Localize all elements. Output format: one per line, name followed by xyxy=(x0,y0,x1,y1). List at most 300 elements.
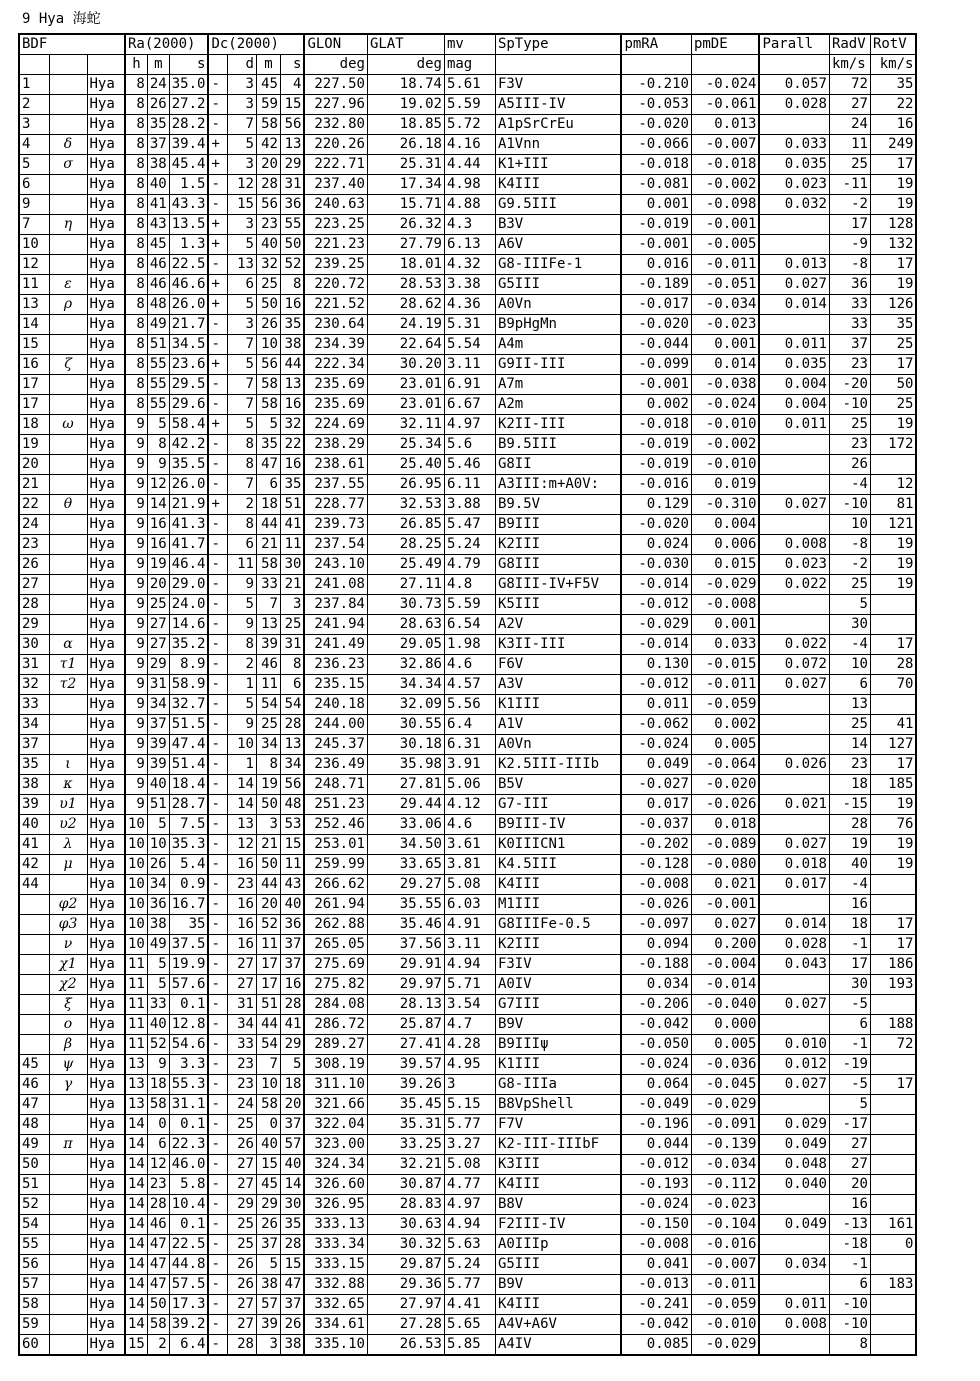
cell-bdf-number: 42 xyxy=(19,855,49,875)
cell-constellation: Hya xyxy=(87,1215,125,1235)
cell-dc-sign: - xyxy=(208,1335,227,1356)
cell-sptype: G8III xyxy=(495,555,621,575)
cell-glon: 326.95 xyxy=(304,1195,367,1215)
cell-constellation: Hya xyxy=(87,875,125,895)
cell-constellation: Hya xyxy=(87,115,125,135)
cell-parall xyxy=(759,975,829,995)
cell-radv: -1 xyxy=(829,1255,870,1275)
col-header-radv: RadV xyxy=(829,34,870,55)
table-row xyxy=(19,255,916,275)
cell-bdf-number: 22 xyxy=(19,495,49,515)
cell-ra-h: 10 xyxy=(125,895,147,915)
cell-ra-s: 23.6 xyxy=(169,355,208,375)
cell-dc-s: 48 xyxy=(280,795,304,815)
cell-constellation: Hya xyxy=(87,855,125,875)
cell-sptype: B9V xyxy=(495,1275,621,1295)
cell-ra-m: 2 xyxy=(147,1335,169,1356)
cell-rotv: 126 xyxy=(870,295,916,315)
cell-pmra: -0.066 xyxy=(621,135,691,155)
cell-parall xyxy=(759,1235,829,1255)
table-row xyxy=(19,795,916,815)
cell-dc-s: 44 xyxy=(280,355,304,375)
cell-ra-s: 8.9 xyxy=(169,655,208,675)
cell-parall: 0.027 xyxy=(759,675,829,695)
cell-ra-h: 9 xyxy=(125,595,147,615)
cell-mv: 4.6 xyxy=(444,655,495,675)
cell-dc-d: 5 xyxy=(227,695,256,715)
cell-ra-h: 8 xyxy=(125,335,147,355)
cell-rotv xyxy=(870,1055,916,1075)
cell-sptype: B5V xyxy=(495,775,621,795)
cell-pmra: -0.044 xyxy=(621,335,691,355)
cell-mv: 3.91 xyxy=(444,755,495,775)
cell-dc-m: 5 xyxy=(256,415,280,435)
cell-bayer-letter: κ xyxy=(49,775,87,795)
cell-dc-sign: - xyxy=(208,1075,227,1095)
cell-pmde: -0.007 xyxy=(691,135,759,155)
cell-dc-d: 31 xyxy=(227,995,256,1015)
cell-mv: 5.6 xyxy=(444,435,495,455)
cell-ra-h: 8 xyxy=(125,375,147,395)
cell-dc-m: 40 xyxy=(256,235,280,255)
cell-radv: 23 xyxy=(829,355,870,375)
cell-radv: -13 xyxy=(829,1215,870,1235)
cell-ra-h: 14 xyxy=(125,1215,147,1235)
cell-glon: 251.23 xyxy=(304,795,367,815)
cell-rotv xyxy=(870,1335,916,1356)
cell-dc-m: 18 xyxy=(256,495,280,515)
cell-bayer-letter: α xyxy=(49,635,87,655)
cell-dc-d: 7 xyxy=(227,335,256,355)
cell-pmra: -0.020 xyxy=(621,515,691,535)
cell-dc-sign: - xyxy=(208,1295,227,1315)
cell-glat: 26.95 xyxy=(367,475,444,495)
cell-bayer-letter xyxy=(49,195,87,215)
cell-dc-m: 38 xyxy=(256,1275,280,1295)
cell-bayer-letter xyxy=(49,875,87,895)
cell-bayer-letter xyxy=(49,1195,87,1215)
cell-pmde: -0.036 xyxy=(691,1055,759,1075)
cell-sptype: A2m xyxy=(495,395,621,415)
cell-ra-m: 5 xyxy=(147,415,169,435)
cell-pmde: -0.020 xyxy=(691,775,759,795)
cell-dc-d: 26 xyxy=(227,1275,256,1295)
cell-glat: 27.11 xyxy=(367,575,444,595)
cell-sptype: A0Vn xyxy=(495,295,621,315)
unit-ra-m: m xyxy=(147,55,169,75)
cell-dc-m: 28 xyxy=(256,175,280,195)
col-header-dc: Dc(2000) xyxy=(208,34,304,55)
cell-bdf-number: 27 xyxy=(19,575,49,595)
cell-glat: 23.01 xyxy=(367,375,444,395)
cell-ra-h: 11 xyxy=(125,975,147,995)
cell-bayer-letter: τ2 xyxy=(49,675,87,695)
cell-constellation: Hya xyxy=(87,995,125,1015)
table-row xyxy=(19,355,916,375)
cell-radv: 28 xyxy=(829,815,870,835)
cell-glon: 333.15 xyxy=(304,1255,367,1275)
cell-dc-s: 31 xyxy=(280,175,304,195)
table-row xyxy=(19,235,916,255)
cell-parall: 0.032 xyxy=(759,195,829,215)
cell-ra-s: 37.5 xyxy=(169,935,208,955)
cell-constellation: Hya xyxy=(87,455,125,475)
cell-pmra: -0.150 xyxy=(621,1215,691,1235)
cell-bdf-number: 48 xyxy=(19,1115,49,1135)
cell-bayer-letter: χ1 xyxy=(49,955,87,975)
cell-pmra: -0.020 xyxy=(621,115,691,135)
cell-rotv: 17 xyxy=(870,635,916,655)
cell-pmde: -0.029 xyxy=(691,1095,759,1115)
cell-mv: 4.36 xyxy=(444,295,495,315)
cell-glat: 25.49 xyxy=(367,555,444,575)
cell-pmde: 0.005 xyxy=(691,735,759,755)
cell-pmde: -0.310 xyxy=(691,495,759,515)
cell-dc-m: 20 xyxy=(256,155,280,175)
cell-glon: 248.71 xyxy=(304,775,367,795)
cell-pmra: -0.206 xyxy=(621,995,691,1015)
cell-rotv: 25 xyxy=(870,335,916,355)
cell-ra-m: 23 xyxy=(147,1175,169,1195)
table-row xyxy=(19,895,916,915)
cell-dc-d: 8 xyxy=(227,455,256,475)
cell-rotv: 70 xyxy=(870,675,916,695)
cell-glon: 240.18 xyxy=(304,695,367,715)
cell-ra-s: 17.3 xyxy=(169,1295,208,1315)
cell-mv: 4.79 xyxy=(444,555,495,575)
cell-mv: 3 xyxy=(444,1075,495,1095)
cell-ra-m: 37 xyxy=(147,135,169,155)
cell-dc-s: 47 xyxy=(280,1275,304,1295)
cell-dc-d: 13 xyxy=(227,815,256,835)
cell-constellation: Hya xyxy=(87,1175,125,1195)
cell-ra-h: 9 xyxy=(125,735,147,755)
cell-rotv xyxy=(870,615,916,635)
cell-dc-s: 52 xyxy=(280,255,304,275)
cell-rotv xyxy=(870,1295,916,1315)
cell-dc-s: 35 xyxy=(280,315,304,335)
cell-bdf-number: 7 xyxy=(19,215,49,235)
cell-sptype: F6V xyxy=(495,655,621,675)
cell-ra-h: 8 xyxy=(125,115,147,135)
cell-parall: 0.028 xyxy=(759,95,829,115)
cell-dc-d: 16 xyxy=(227,855,256,875)
cell-dc-m: 44 xyxy=(256,875,280,895)
cell-bdf-number: 55 xyxy=(19,1235,49,1255)
cell-mv: 4.88 xyxy=(444,195,495,215)
cell-ra-h: 15 xyxy=(125,1335,147,1356)
cell-radv: -11 xyxy=(829,175,870,195)
table-row xyxy=(19,835,916,855)
cell-mv: 4.91 xyxy=(444,915,495,935)
cell-dc-s: 56 xyxy=(280,115,304,135)
cell-constellation: Hya xyxy=(87,1255,125,1275)
cell-radv: 33 xyxy=(829,315,870,335)
cell-parall xyxy=(759,435,829,455)
cell-constellation: Hya xyxy=(87,655,125,675)
cell-dc-m: 21 xyxy=(256,535,280,555)
cell-ra-s: 0.1 xyxy=(169,995,208,1015)
cell-dc-d: 33 xyxy=(227,1035,256,1055)
cell-radv: -8 xyxy=(829,255,870,275)
cell-radv: -15 xyxy=(829,795,870,815)
cell-pmra: -0.008 xyxy=(621,875,691,895)
table-row xyxy=(19,415,916,435)
cell-pmra: -0.014 xyxy=(621,635,691,655)
cell-rotv: 19 xyxy=(870,575,916,595)
unit-mv: mag xyxy=(444,55,495,75)
cell-constellation: Hya xyxy=(87,555,125,575)
cell-pmde: 0.006 xyxy=(691,535,759,555)
cell-glat: 29.97 xyxy=(367,975,444,995)
cell-ra-s: 35.0 xyxy=(169,75,208,95)
cell-bayer-letter: ψ xyxy=(49,1055,87,1075)
table-row xyxy=(19,855,916,875)
cell-pmde: -0.080 xyxy=(691,855,759,875)
cell-dc-d: 3 xyxy=(227,155,256,175)
cell-pmde: 0.013 xyxy=(691,115,759,135)
cell-parall: 0.013 xyxy=(759,255,829,275)
table-row xyxy=(19,915,916,935)
cell-constellation: Hya xyxy=(87,895,125,915)
cell-bdf-number: 26 xyxy=(19,555,49,575)
cell-ra-m: 46 xyxy=(147,255,169,275)
table-row xyxy=(19,575,916,595)
cell-rotv: 19 xyxy=(870,835,916,855)
cell-parall xyxy=(759,1015,829,1035)
cell-parall: 0.021 xyxy=(759,795,829,815)
cell-bayer-letter: γ xyxy=(49,1075,87,1095)
cell-dc-s: 50 xyxy=(280,235,304,255)
cell-pmra: -0.001 xyxy=(621,235,691,255)
cell-rotv: 128 xyxy=(870,215,916,235)
cell-glon: 227.50 xyxy=(304,75,367,95)
cell-dc-m: 32 xyxy=(256,255,280,275)
cell-dc-d: 25 xyxy=(227,1235,256,1255)
cell-ra-h: 14 xyxy=(125,1295,147,1315)
cell-rotv: 35 xyxy=(870,75,916,95)
cell-glat: 30.55 xyxy=(367,715,444,735)
cell-ra-s: 14.6 xyxy=(169,615,208,635)
cell-dc-m: 58 xyxy=(256,1095,280,1115)
cell-bayer-letter xyxy=(49,1095,87,1115)
cell-ra-h: 9 xyxy=(125,455,147,475)
cell-bayer-letter: ι xyxy=(49,755,87,775)
table-row xyxy=(19,615,916,635)
cell-glat: 35.46 xyxy=(367,915,444,935)
cell-ra-m: 45 xyxy=(147,235,169,255)
cell-pmra: -0.050 xyxy=(621,1035,691,1055)
cell-dc-d: 5 xyxy=(227,295,256,315)
cell-sptype: K2III xyxy=(495,535,621,555)
cell-ra-h: 8 xyxy=(125,275,147,295)
cell-pmde: -0.045 xyxy=(691,1075,759,1095)
cell-glat: 35.55 xyxy=(367,895,444,915)
cell-dc-s: 8 xyxy=(280,275,304,295)
cell-mv: 4.8 xyxy=(444,575,495,595)
cell-mv: 4.77 xyxy=(444,1175,495,1195)
cell-glat: 18.85 xyxy=(367,115,444,135)
cell-ra-s: 46.0 xyxy=(169,1155,208,1175)
cell-constellation: Hya xyxy=(87,795,125,815)
cell-dc-s: 16 xyxy=(280,395,304,415)
cell-rotv xyxy=(870,995,916,1015)
cell-sptype: G8-IIIa xyxy=(495,1075,621,1095)
cell-bdf-number: 24 xyxy=(19,515,49,535)
cell-sptype: B9III xyxy=(495,515,621,535)
cell-sptype: K4.5III xyxy=(495,855,621,875)
cell-pmra: -0.202 xyxy=(621,835,691,855)
cell-pmra: 0.044 xyxy=(621,1135,691,1155)
cell-pmde: -0.139 xyxy=(691,1135,759,1155)
cell-radv: 27 xyxy=(829,1155,870,1175)
cell-sptype: K4III xyxy=(495,875,621,895)
cell-ra-h: 9 xyxy=(125,795,147,815)
cell-dc-sign: - xyxy=(208,115,227,135)
cell-dc-d: 8 xyxy=(227,435,256,455)
cell-ra-m: 39 xyxy=(147,755,169,775)
cell-rotv: 161 xyxy=(870,1215,916,1235)
cell-glat: 29.36 xyxy=(367,1275,444,1295)
cell-sptype: B9.5V xyxy=(495,495,621,515)
cell-dc-m: 13 xyxy=(256,615,280,635)
col-header-pmra: pmRA xyxy=(621,34,691,55)
cell-sptype: G8IIIFe-0.5 xyxy=(495,915,621,935)
cell-glon: 235.69 xyxy=(304,395,367,415)
cell-constellation: Hya xyxy=(87,915,125,935)
cell-dc-d: 8 xyxy=(227,635,256,655)
cell-parall: 0.012 xyxy=(759,1055,829,1075)
cell-dc-d: 9 xyxy=(227,715,256,735)
cell-ra-m: 51 xyxy=(147,335,169,355)
cell-constellation: Hya xyxy=(87,1295,125,1315)
cell-dc-d: 7 xyxy=(227,395,256,415)
cell-ra-m: 40 xyxy=(147,175,169,195)
cell-radv: 17 xyxy=(829,215,870,235)
cell-radv: 23 xyxy=(829,435,870,455)
cell-bdf-number: 34 xyxy=(19,715,49,735)
cell-dc-s: 37 xyxy=(280,935,304,955)
cell-glon: 266.62 xyxy=(304,875,367,895)
cell-ra-m: 36 xyxy=(147,895,169,915)
cell-rotv xyxy=(870,895,916,915)
cell-ra-s: 22.3 xyxy=(169,1135,208,1155)
table-row xyxy=(19,155,916,175)
cell-glat: 30.63 xyxy=(367,1215,444,1235)
cell-pmde: -0.029 xyxy=(691,575,759,595)
cell-mv: 6.31 xyxy=(444,735,495,755)
cell-pmra: 0.011 xyxy=(621,695,691,715)
cell-rotv xyxy=(870,1175,916,1195)
cell-sptype: B8V xyxy=(495,1195,621,1215)
cell-pmde: 0.200 xyxy=(691,935,759,955)
cell-ra-s: 5.4 xyxy=(169,855,208,875)
cell-dc-d: 7 xyxy=(227,475,256,495)
cell-radv: 16 xyxy=(829,895,870,915)
cell-glon: 237.84 xyxy=(304,595,367,615)
cell-ra-m: 51 xyxy=(147,795,169,815)
cell-pmde: 0.033 xyxy=(691,635,759,655)
cell-constellation: Hya xyxy=(87,595,125,615)
cell-constellation: Hya xyxy=(87,375,125,395)
cell-ra-h: 14 xyxy=(125,1315,147,1335)
cell-glat: 26.18 xyxy=(367,135,444,155)
cell-sptype: A1V xyxy=(495,715,621,735)
table-row xyxy=(19,715,916,735)
cell-ra-s: 42.2 xyxy=(169,435,208,455)
cell-bayer-letter: λ xyxy=(49,835,87,855)
cell-bayer-letter: θ xyxy=(49,495,87,515)
cell-glat: 19.02 xyxy=(367,95,444,115)
cell-ra-h: 8 xyxy=(125,235,147,255)
cell-dc-s: 16 xyxy=(280,295,304,315)
cell-parall: 0.014 xyxy=(759,295,829,315)
cell-ra-s: 35.3 xyxy=(169,835,208,855)
cell-glon: 245.37 xyxy=(304,735,367,755)
cell-glon: 332.65 xyxy=(304,1295,367,1315)
cell-ra-m: 50 xyxy=(147,1295,169,1315)
cell-constellation: Hya xyxy=(87,515,125,535)
cell-sptype: F2III-IV xyxy=(495,1215,621,1235)
cell-constellation: Hya xyxy=(87,1095,125,1115)
cell-sptype: F7V xyxy=(495,1115,621,1135)
cell-dc-s: 25 xyxy=(280,615,304,635)
cell-dc-sign: - xyxy=(208,1035,227,1055)
cell-rotv: 183 xyxy=(870,1275,916,1295)
cell-rotv xyxy=(870,1255,916,1275)
cell-constellation: Hya xyxy=(87,715,125,735)
cell-glon: 239.25 xyxy=(304,255,367,275)
cell-bayer-letter xyxy=(49,615,87,635)
cell-glon: 238.29 xyxy=(304,435,367,455)
cell-pmde: -0.051 xyxy=(691,275,759,295)
cell-bdf-number xyxy=(19,1035,49,1055)
cell-rotv: 17 xyxy=(870,255,916,275)
cell-ra-h: 9 xyxy=(125,615,147,635)
cell-dc-sign: + xyxy=(208,495,227,515)
cell-ra-m: 38 xyxy=(147,155,169,175)
cell-pmde: -0.024 xyxy=(691,395,759,415)
table-row xyxy=(19,375,916,395)
cell-mv: 5.15 xyxy=(444,1095,495,1115)
cell-ra-h: 9 xyxy=(125,535,147,555)
cell-ra-h: 14 xyxy=(125,1135,147,1155)
cell-pmra: -0.189 xyxy=(621,275,691,295)
cell-mv: 4.3 xyxy=(444,215,495,235)
cell-dc-s: 43 xyxy=(280,875,304,895)
cell-dc-m: 39 xyxy=(256,1315,280,1335)
cell-dc-s: 37 xyxy=(280,1295,304,1315)
cell-mv: 5.54 xyxy=(444,335,495,355)
cell-sptype: K1III xyxy=(495,695,621,715)
cell-dc-sign: - xyxy=(208,615,227,635)
cell-pmra: -0.012 xyxy=(621,595,691,615)
cell-sptype: K3III xyxy=(495,1155,621,1175)
cell-pmde: 0.001 xyxy=(691,615,759,635)
cell-pmra: -0.053 xyxy=(621,95,691,115)
cell-glon: 236.23 xyxy=(304,655,367,675)
cell-dc-d: 23 xyxy=(227,1055,256,1075)
cell-ra-s: 29.5 xyxy=(169,375,208,395)
cell-rotv: 19 xyxy=(870,415,916,435)
cell-mv: 4.41 xyxy=(444,1295,495,1315)
cell-parall: 0.049 xyxy=(759,1135,829,1155)
cell-glat: 29.44 xyxy=(367,795,444,815)
cell-pmra: -0.008 xyxy=(621,1235,691,1255)
cell-mv: 3.11 xyxy=(444,935,495,955)
cell-parall: 0.022 xyxy=(759,575,829,595)
table-row xyxy=(19,955,916,975)
